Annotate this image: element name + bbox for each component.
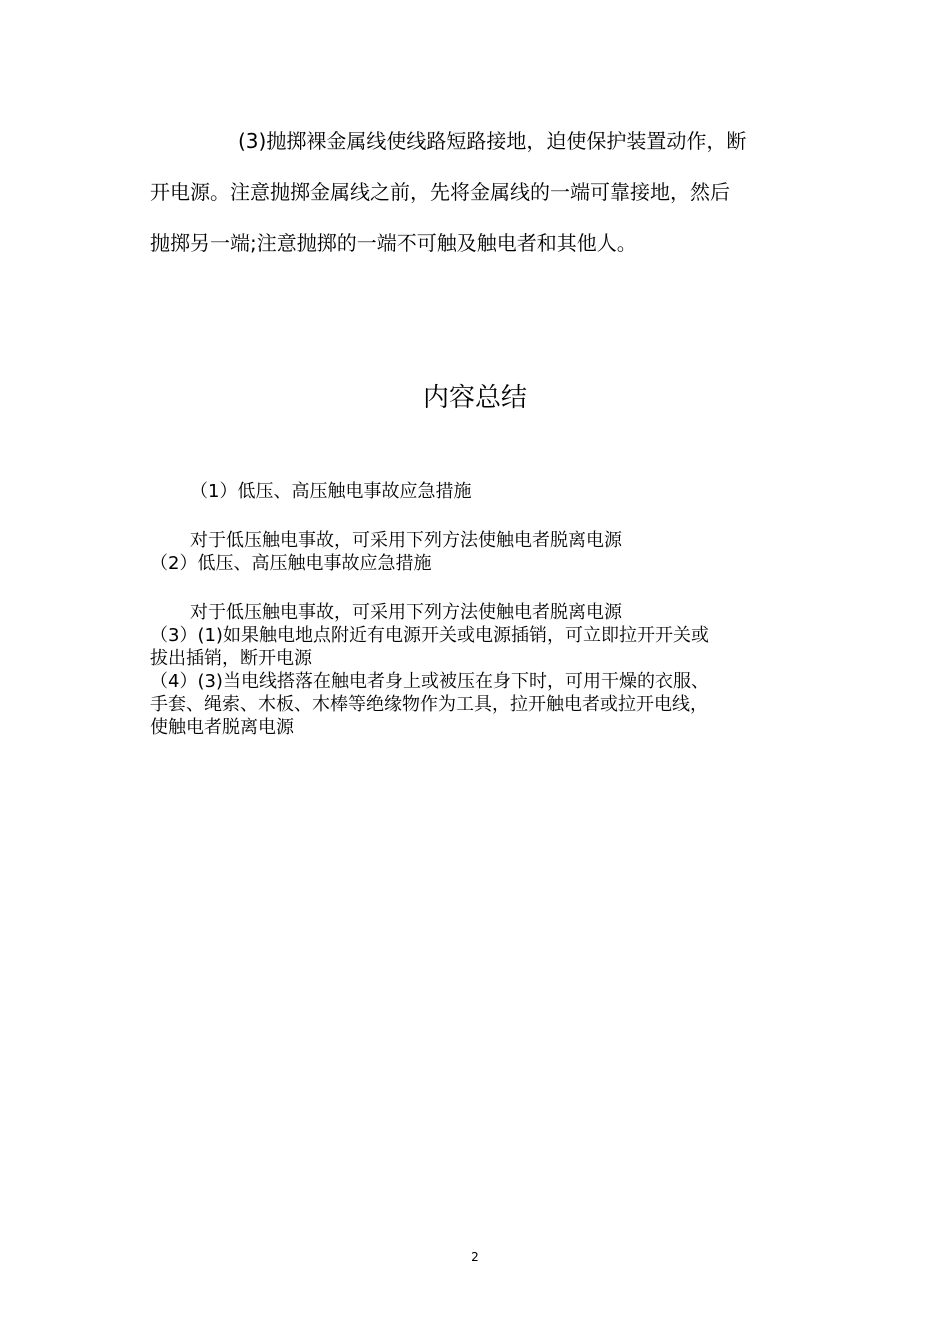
summary-item-4-line-1: （4）(3)当电线搭落在触电者身上或被压在身下时，可用干燥的衣服、 [150, 671, 709, 692]
summary-item-1-heading: （1）低压、高压触电事故应急措施 [190, 481, 472, 502]
body-line-3: 抛掷另一端;注意抛掷的一端不可触及触电者和其他人。 [150, 231, 637, 255]
summary-list [150, 480, 810, 739]
summary-title: 内容总结 [422, 383, 527, 413]
summary-item-2-heading: （2）低压、高压触电事故应急措施 [150, 553, 432, 574]
body-line-2: 开电源。注意抛掷金属线之前，先将金属线的一端可靠接地，然后 [150, 180, 730, 204]
summary-item-4-line-2: 手套、绳索、木板、木棒等绝缘物作为工具，拉开触电者或拉开电线， [150, 694, 708, 715]
body-line-1: (3)抛掷裸金属线使线路短路接地，迫使保护装置动作，断 [238, 129, 747, 153]
summary-item-3-line-1: （3）(1)如果触电地点附近有电源开关或电源插销，可立即拉开开关或 [150, 625, 709, 646]
page-number: 2 [471, 1250, 479, 1264]
summary-item-3-line-2: 拔出插销，断开电源 [150, 648, 312, 669]
body-paragraph [150, 116, 810, 269]
summary-item-2-text: 对于低压触电事故，可采用下列方法使触电者脱离电源 [190, 602, 622, 623]
summary-item-4-line-3: 使触电者脱离电源 [150, 717, 294, 738]
summary-item-1-text: 对于低压触电事故，可采用下列方法使触电者脱离电源 [190, 530, 622, 551]
